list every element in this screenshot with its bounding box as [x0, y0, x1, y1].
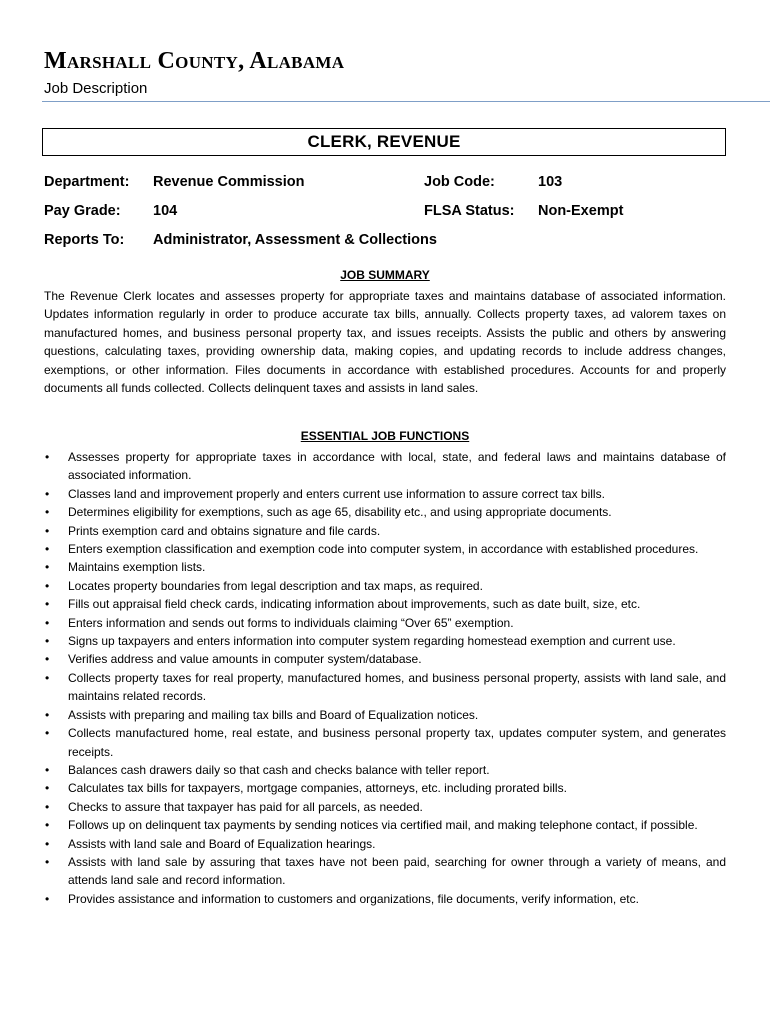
document-type-label: Job Description [44, 80, 148, 97]
header-divider [42, 101, 770, 102]
flsa-status-value: Non-Exempt [538, 203, 624, 219]
function-item [44, 779, 726, 797]
bullet-icon: • [45, 762, 50, 777]
bullet-icon: • [45, 450, 50, 464]
bullet-icon: • [45, 560, 50, 575]
bullet-icon: • [45, 542, 50, 557]
function-item [44, 595, 726, 613]
function-item [44, 798, 726, 816]
bullet-icon: • [45, 799, 50, 814]
function-item [44, 485, 726, 503]
function-item-text: Enters exemption classification and exemption code into computer system, in accordance with established procedures. [68, 542, 699, 557]
reports-to-value: Administrator, Assessment & Collections [153, 232, 437, 248]
function-item-text: Collects property taxes for real property, manufactured homes, and business personal property, assists with land sale, and maintains related records. [68, 670, 726, 704]
function-item [44, 614, 726, 632]
reports-to-label: Reports To: [44, 232, 125, 248]
job-title-box [42, 128, 726, 156]
pay-grade-value: 104 [153, 203, 178, 219]
function-item-text: Follows up on delinquent tax payments by sending notices via certified mail, and making telephone contact, if possible. [68, 818, 698, 833]
function-item-text: Enters information and sends out forms to individuals claiming “Over 65” exemption. [68, 615, 514, 630]
function-item-text: Assists with land sale by assuring that taxes have not been paid, searching for owner through a variety of means, and attends land sale and record information. [68, 854, 726, 888]
function-item-text: Checks to assure that taxpayer has paid for all parcels, as needed. [68, 799, 423, 814]
function-item [44, 706, 726, 724]
function-item-text: Calculates tax bills for taxpayers, mortgage companies, attorneys, etc. including prorated bills. [68, 781, 567, 796]
function-item-text: Fills out appraisal field check cards, indicating information about improvements, such as date built, size, etc. [68, 597, 641, 612]
function-item [44, 816, 726, 834]
function-item [44, 577, 726, 595]
bullet-icon: • [45, 634, 50, 649]
function-item [44, 669, 726, 706]
function-item [44, 558, 726, 576]
pay-grade-label: Pay Grade: [44, 203, 121, 219]
bullet-icon: • [45, 523, 50, 538]
function-item [44, 853, 726, 890]
function-item [44, 890, 726, 908]
function-item [44, 540, 726, 558]
function-item [44, 522, 726, 540]
department-value: Revenue Commission [153, 174, 305, 190]
job-title: CLERK, REVENUE [307, 132, 461, 151]
function-item-text: Assesses property for appropriate taxes in accordance with local, state, and federal laws and maintains database of associated information. [68, 450, 726, 483]
bullet-icon: • [45, 781, 50, 796]
function-item [44, 448, 726, 485]
function-item-text: Classes land and improvement properly and enters current use information to assure correct tax bills. [68, 486, 605, 501]
bullet-icon: • [45, 707, 50, 722]
function-item-text: Assists with land sale and Board of Equalization hearings. [68, 836, 376, 851]
job-summary-heading: JOB SUMMARY [340, 268, 430, 282]
bullet-icon: • [45, 726, 50, 741]
function-item-text: Collects manufactured home, real estate, and business personal property tax, updates computer system, and generates receipts. [68, 726, 726, 759]
function-item-text: Balances cash drawers daily so that cash and checks balance with teller report. [68, 762, 490, 777]
function-item [44, 724, 726, 761]
function-item [44, 632, 726, 650]
job-summary-text: The Revenue Clerk locates and assesses property for appropriate taxes and maintains database of associated information. Updates information regularly in order to produce accurate tax bills, annually. Collects property taxes, ad valorem taxes on manufactured homes, and business personal property tax, and issues receipts. Assists the public and others by answering questions, calculating taxes, providing ownership data, making copies, and updating records to include address changes, exemptions, or other information. Files documents in accordance with established procedures. Accounts for and properly documents all funds collected. Collects delinquent taxes and assists in land sales. [44, 289, 726, 396]
function-item-text: Assists with preparing and mailing tax bills and Board of Equalization notices. [68, 707, 479, 722]
county-title: Marshall County, Alabama [44, 48, 345, 74]
bullet-icon: • [45, 578, 50, 593]
function-item-text: Signs up taxpayers and enters information into computer system regarding homestead exemption and current use. [68, 634, 676, 649]
function-item-text: Maintains exemption lists. [68, 560, 206, 575]
function-item [44, 650, 726, 668]
bullet-icon: • [45, 836, 50, 851]
function-item-text: Locates property boundaries from legal description and tax maps, as required. [68, 578, 483, 593]
bullet-icon: • [45, 597, 50, 612]
function-item-text: Verifies address and value amounts in computer system/database. [68, 652, 422, 667]
bullet-icon: • [45, 854, 50, 869]
bullet-icon: • [45, 486, 50, 501]
department-label: Department: [44, 174, 130, 190]
bullet-icon: • [45, 652, 50, 667]
function-item-text: Prints exemption card and obtains signature and file cards. [68, 523, 381, 538]
job-code-label: Job Code: [424, 174, 495, 190]
function-item-text: Determines eligibility for exemptions, such as age 65, disability etc., and using appropriate documents. [68, 505, 612, 520]
bullet-icon: • [45, 891, 50, 906]
job-code-value: 103 [538, 174, 563, 190]
bullet-icon: • [45, 615, 50, 630]
flsa-status-label: FLSA Status: [424, 203, 515, 219]
essential-functions-list [44, 448, 726, 908]
function-item-text: Provides assistance and information to customers and organizations, file documents, verify information, etc. [68, 891, 639, 906]
bullet-icon: • [45, 670, 50, 685]
essential-functions-heading: ESSENTIAL JOB FUNCTIONS [300, 429, 470, 443]
bullet-icon: • [45, 818, 50, 833]
bullet-icon: • [45, 505, 50, 520]
function-item [44, 503, 726, 521]
function-item [44, 835, 726, 853]
function-item [44, 761, 726, 779]
